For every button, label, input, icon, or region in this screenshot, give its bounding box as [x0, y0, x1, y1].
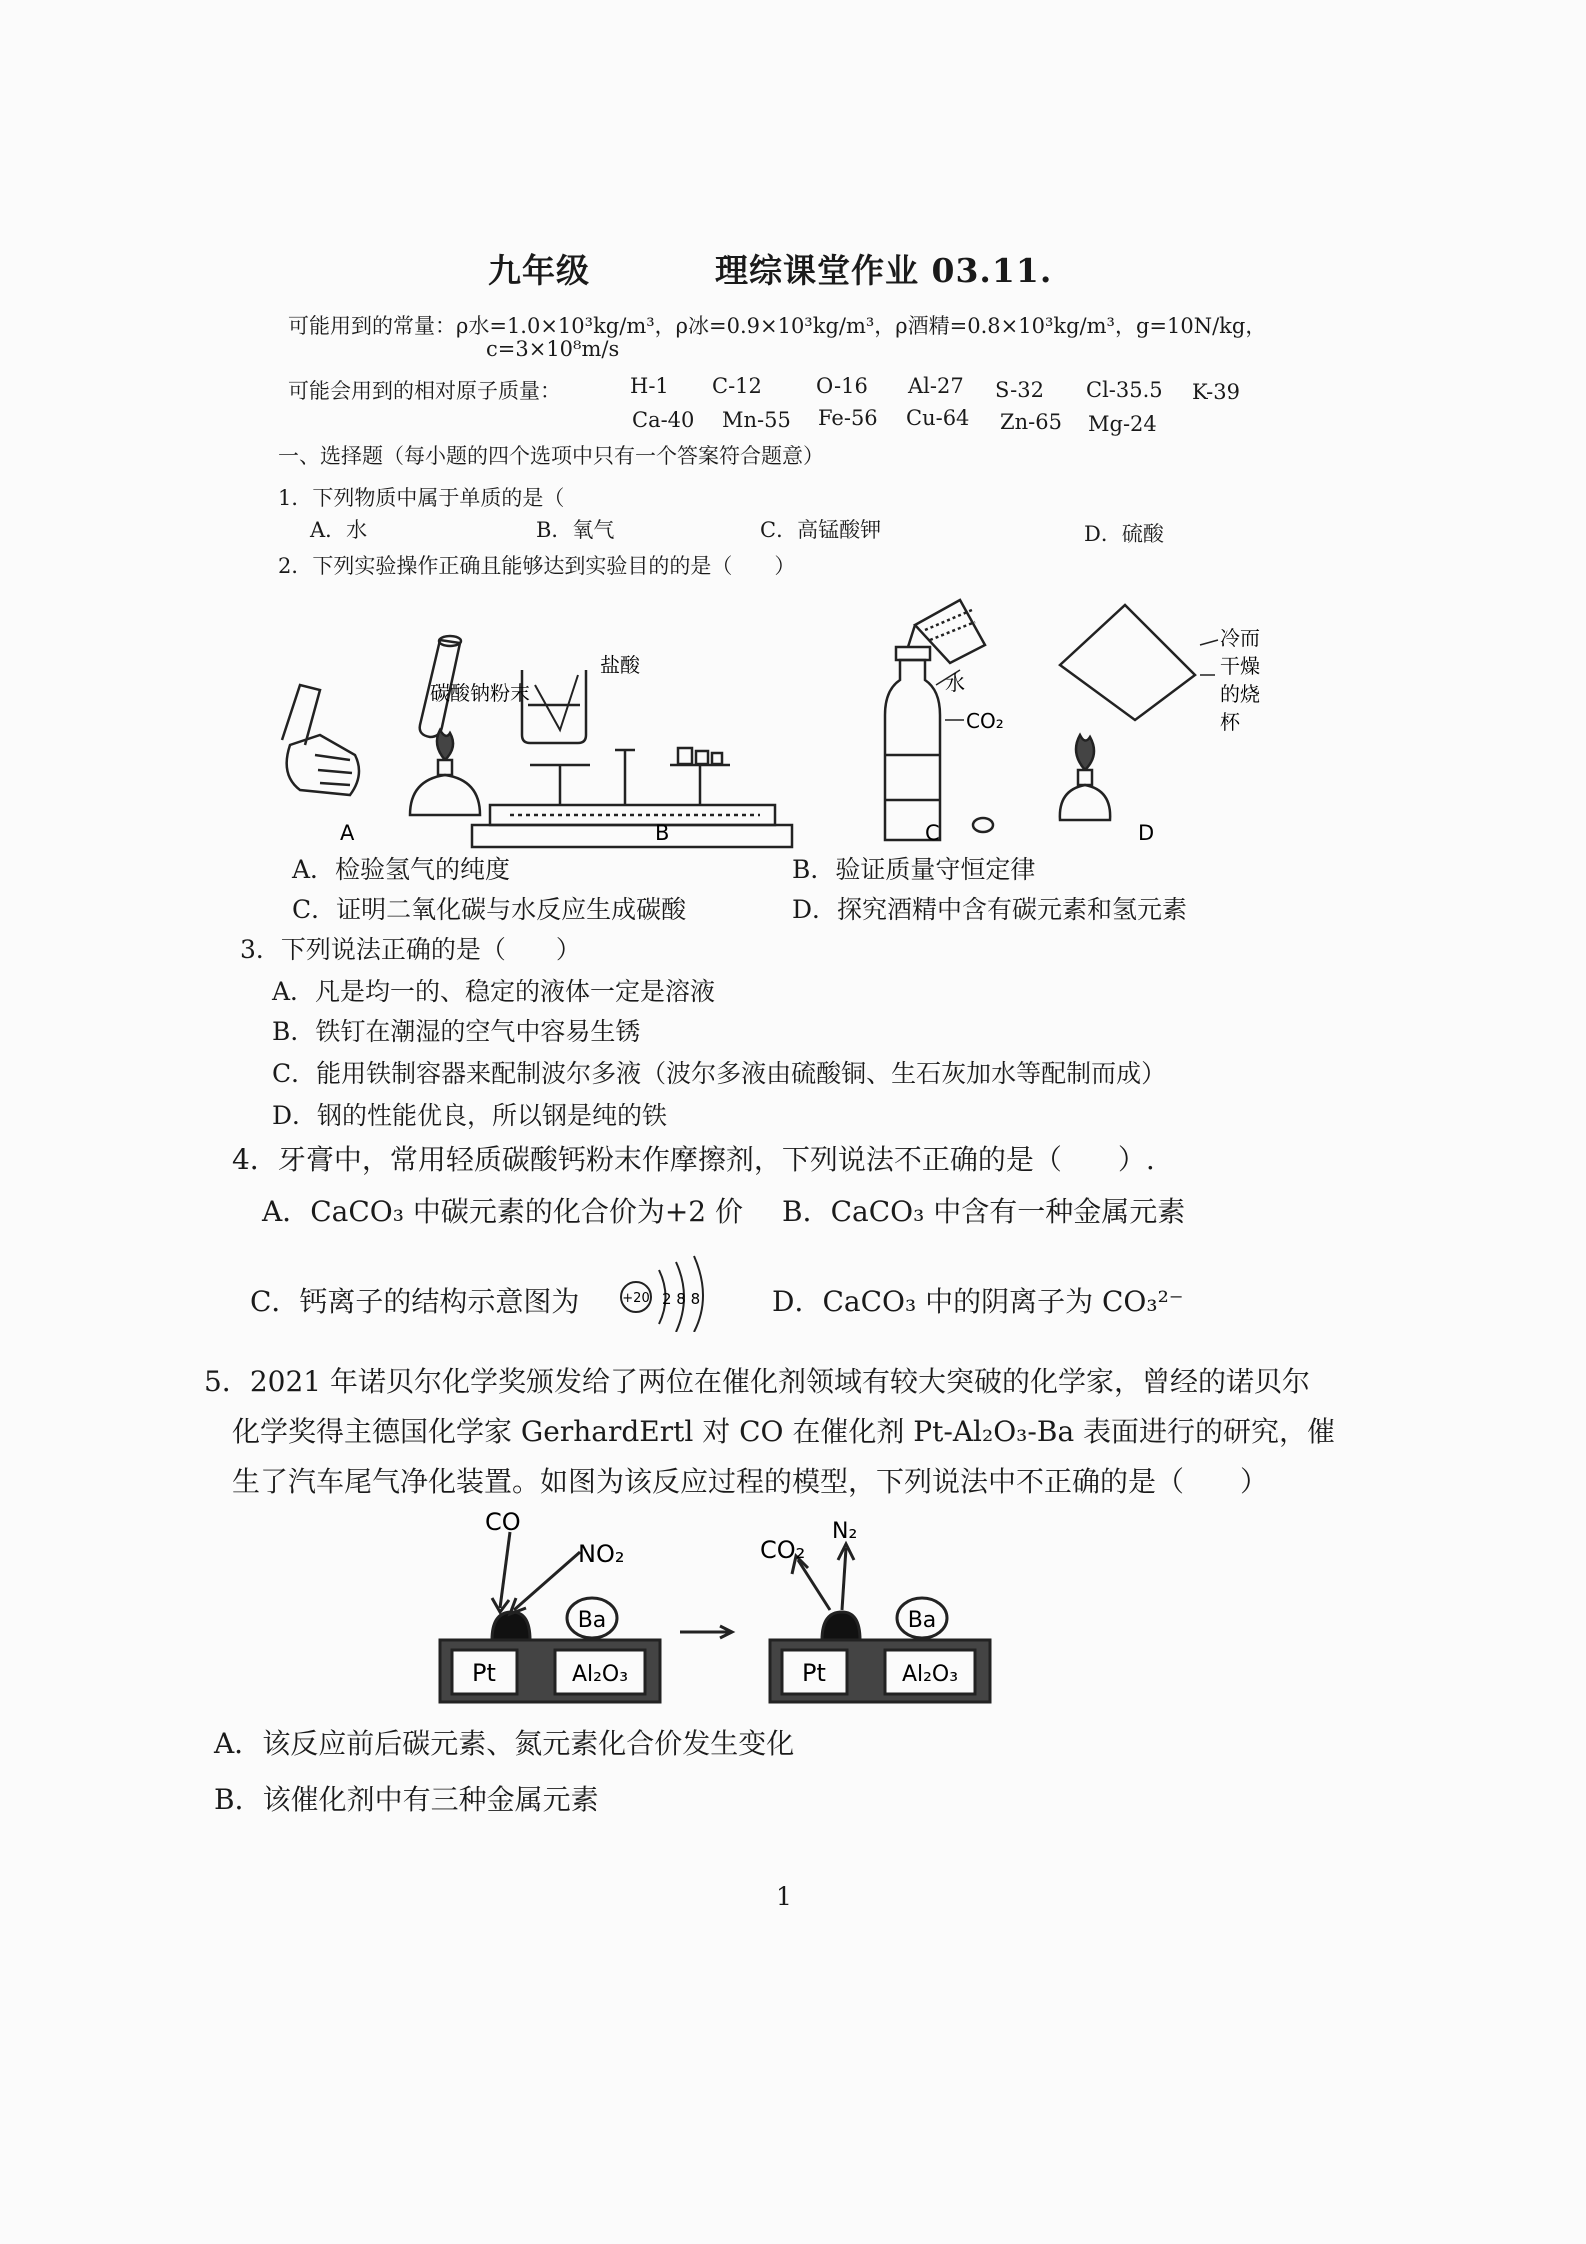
q5-option-a: A．该反应前后碳元素、氮元素化合价发生变化 [214, 1727, 795, 1760]
pt-label-left: Pt [472, 1659, 496, 1687]
atomic-mass-cl: Cl-35.5 [1086, 378, 1163, 402]
page-title: 理综课堂作业 03.11. [715, 251, 1053, 290]
q2-option-b: B．验证质量守恒定律 [792, 855, 1036, 884]
atomic-mass-o: O-16 [816, 374, 868, 398]
n2-product-label: N₂ [832, 1519, 858, 1544]
q4-option-b: B．CaCO₃ 中含有一种金属元素 [782, 1195, 1186, 1228]
q1-stem: 1．下列物质中属于单质的是（ [278, 486, 565, 510]
grade-heading: 九年级 [488, 251, 590, 290]
q1-option-b: B．氧气 [536, 518, 615, 542]
q1-option-d: D．硫酸 [1084, 522, 1164, 546]
q5-line-3: 生了汽车尾气净化装置。如图为该反应过程的模型，下列说法中不正确的是（ ） [232, 1465, 1269, 1498]
atomic-mass-cu: Cu-64 [906, 406, 970, 430]
q3-option-a: A．凡是均一的、稳定的液体一定是溶液 [272, 977, 716, 1006]
fig-label-c: C [925, 821, 940, 845]
electron-shells: 2 8 8 [662, 1290, 701, 1308]
q3-option-d: D．钢的性能优良，所以钢是纯的铁 [272, 1101, 668, 1130]
section-heading: 一、选择题（每小题的四个选项中只有一个答案符合题意） [278, 444, 824, 468]
atomic-mass-al: Al-27 [908, 374, 964, 398]
q1-option-c: C．高锰酸钾 [760, 518, 882, 542]
co2-label: CO₂ [966, 709, 1004, 733]
catalyst-reaction-model [430, 1500, 1010, 1710]
q4-option-a: A．CaCO₃ 中碳元素的化合价为+2 价 [262, 1195, 744, 1228]
fig-label-b: B [655, 821, 670, 845]
al2o3-label-right: Al₂O₃ [901, 1662, 959, 1687]
atomic-mass-k: K-39 [1192, 380, 1240, 404]
q2-option-a: A．检验氢气的纯度 [292, 855, 511, 884]
fig-label-d: D [1138, 821, 1155, 845]
ba-label-left: Ba [577, 1608, 607, 1633]
q2-option-c: C．证明二氧化碳与水反应生成碳酸 [292, 895, 687, 924]
q4-option-d: D．CaCO₃ 中的阴离子为 CO₃²⁻ [772, 1285, 1184, 1318]
na2co3-label: 碳酸钠粉末 [430, 681, 530, 705]
atomic-mass-mn: Mn-55 [722, 408, 791, 432]
al2o3-label-left: Al₂O₃ [571, 1662, 629, 1687]
q2-apparatus-figure [260, 585, 1280, 850]
atomic-mass-label: 可能会用到的相对原子质量： [288, 379, 561, 403]
pt-label-right: Pt [802, 1659, 826, 1687]
q5-line-1: 5．2021 年诺贝尔化学奖颁发给了两位在催化剂领域有较大突破的化学家，曾经的诺贝尔 [204, 1365, 1310, 1398]
atomic-mass-fe: Fe-56 [818, 406, 878, 430]
cold-beaker-label-4: 杯 [1220, 710, 1240, 734]
atomic-mass-mg: Mg-24 [1088, 412, 1157, 436]
q4-stem: 4．牙膏中，常用轻质碳酸钙粉末作摩擦剂，下列说法不正确的是（ ）. [232, 1143, 1155, 1176]
fig-label-a: A [340, 821, 355, 845]
q3-option-b: B．铁钉在潮湿的空气中容易生锈 [272, 1017, 641, 1046]
atomic-mass-zn: Zn-65 [1000, 410, 1062, 434]
cold-beaker-label-1: 冷而 [1220, 626, 1260, 650]
cold-beaker-label-3: 的烧 [1220, 682, 1260, 706]
cold-beaker-label-2: 干燥 [1220, 654, 1260, 678]
constants-line-1: 可能用到的常量：ρ水=1.0×10³kg/m³，ρ冰=0.9×10³kg/m³，ρ酒精=0.8×10³kg/m³，g=10N/kg， [288, 314, 1267, 338]
q4-option-c: C．钙离子的结构示意图为 [250, 1285, 580, 1318]
constants-line-2: c=3×10⁸m/s [486, 337, 620, 361]
hcl-label: 盐酸 [600, 653, 640, 677]
calcium-ion-structure-diagram [614, 1252, 724, 1332]
q3-option-c: C．能用铁制容器来配制波尔多液（波尔多液由硫酸铜、生石灰加水等配制而成） [272, 1059, 1167, 1088]
atomic-mass-h: H-1 [630, 374, 669, 398]
page-number: 1 [776, 1882, 792, 1911]
q3-stem: 3．下列说法正确的是（ ） [240, 935, 581, 964]
q5-line-2: 化学奖得主德国化学家 GerhardErtl 对 CO 在催化剂 Pt-Al₂O₃-Ba 表面进行的研究，催 [232, 1415, 1336, 1448]
atomic-mass-c: C-12 [712, 374, 762, 398]
co2-product-label: CO₂ [760, 1536, 806, 1564]
co-label: CO [485, 1508, 521, 1536]
q1-option-a: A．水 [310, 518, 368, 542]
no2-label: NO₂ [578, 1540, 625, 1568]
q2-stem: 2．下列实验操作正确且能够达到实验目的的是（ ） [278, 554, 796, 578]
q2-option-d: D．探究酒精中含有碳元素和氢元素 [792, 895, 1188, 924]
ba-label-right: Ba [907, 1608, 937, 1633]
q5-option-b: B．该催化剂中有三种金属元素 [214, 1783, 599, 1816]
atomic-mass-ca: Ca-40 [632, 408, 695, 432]
atomic-mass-s: S-32 [995, 378, 1044, 402]
nucleus-charge: +20 [622, 1291, 650, 1306]
water-label: 水 [945, 671, 965, 695]
